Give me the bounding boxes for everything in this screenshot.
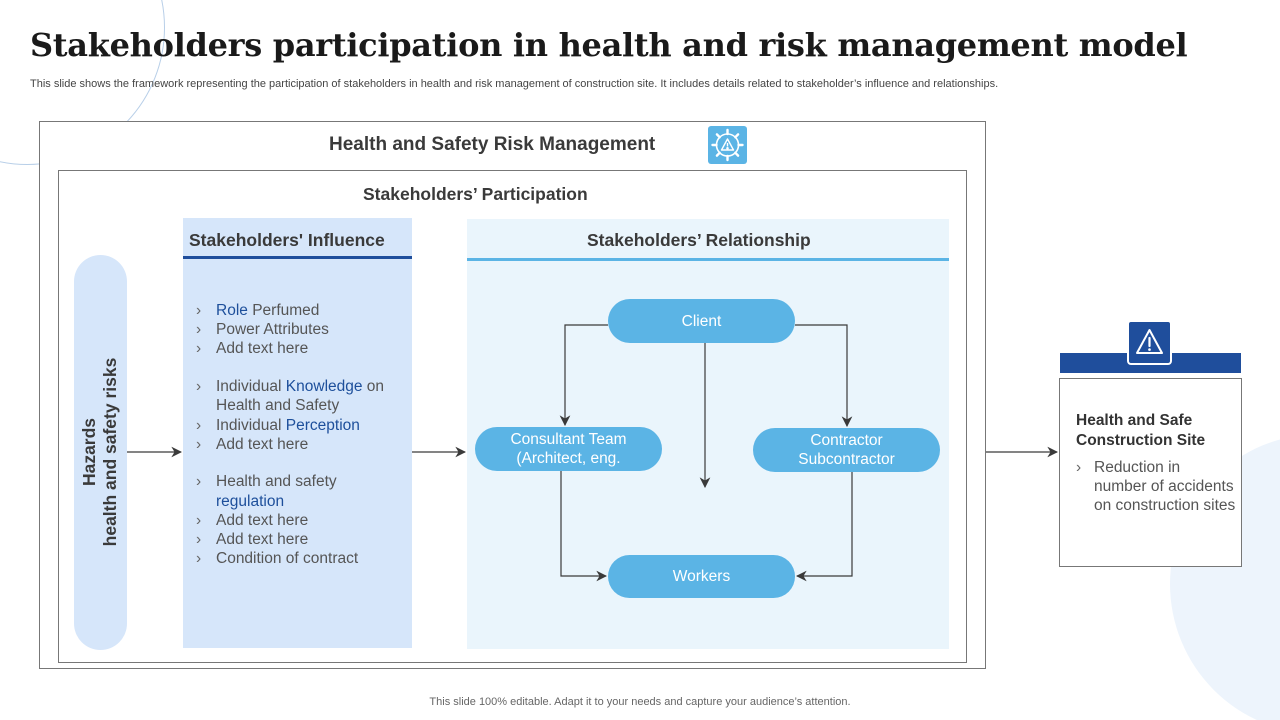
chevron-right-icon: ›: [196, 340, 202, 358]
chevron-right-icon: ›: [196, 416, 202, 434]
list-item: › Add text here: [196, 511, 309, 529]
consultant-line1: Consultant Team: [510, 431, 627, 448]
list-item: › Add text here: [196, 435, 309, 453]
relationship-title: Stakeholders’ Relationship: [587, 230, 811, 250]
consultant-team-node: [475, 427, 662, 471]
list-item: › Individual Knowledge on Health and Safety: [196, 378, 385, 415]
list-item: › Condition of contract: [196, 550, 359, 568]
hazards-label: [79, 358, 121, 547]
chevron-right-icon: ›: [1076, 459, 1082, 476]
list-item: › Health and safety regulation: [196, 473, 337, 510]
chevron-right-icon: ›: [196, 321, 202, 339]
footer-note: This slide 100% editable. Adapt it to your needs and capture your audience’s attention.: [429, 696, 851, 708]
result-title: Health and Safe Construction Site: [1076, 412, 1206, 449]
list-item: › Add text here: [196, 531, 309, 549]
chevron-right-icon: ›: [196, 473, 202, 491]
hazards-line1: Hazards: [79, 417, 99, 487]
chevron-right-icon: ›: [196, 378, 202, 396]
chevron-right-icon: ›: [196, 531, 202, 549]
result-bullet: › Reduction in number of accidents on construction sites: [1076, 459, 1236, 515]
page-subtitle: This slide shows the framework representing the participation of stakeholders in health and risk management of construction site. It includes details related to stakeholder’s influence and relationships.: [30, 78, 999, 90]
consultant-line2: (Architect, eng.: [516, 450, 621, 467]
chevron-right-icon: ›: [196, 435, 202, 453]
list-item: › Add text here: [196, 340, 309, 358]
chevron-right-icon: ›: [196, 550, 202, 568]
client-node: Client: [608, 299, 795, 343]
page-title: Stakeholders participation in health and risk management model: [30, 26, 1188, 64]
list-item: › Power Attributes: [196, 321, 329, 339]
contractor-node: [753, 428, 940, 472]
list-item: › Individual Perception: [196, 416, 360, 434]
warning-triangle-icon: [1127, 320, 1172, 365]
stakeholders-participation-title: Stakeholders’ Participation: [363, 184, 588, 204]
workers-node: Workers: [608, 555, 795, 598]
contractor-line1: Contractor: [810, 432, 883, 449]
influence-list: [196, 301, 406, 568]
risk-management-title: Health and Safety Risk Management: [329, 134, 656, 155]
hazards-line2: health and safety risks: [100, 357, 120, 547]
chevron-right-icon: ›: [196, 511, 202, 529]
influence-title: Stakeholders' Influence: [189, 230, 385, 250]
contractor-line2: Subcontractor: [798, 451, 895, 468]
list-item: › Role Perfumed: [196, 302, 320, 319]
chevron-right-icon: ›: [196, 302, 202, 319]
gear-warning-icon: [708, 126, 747, 164]
